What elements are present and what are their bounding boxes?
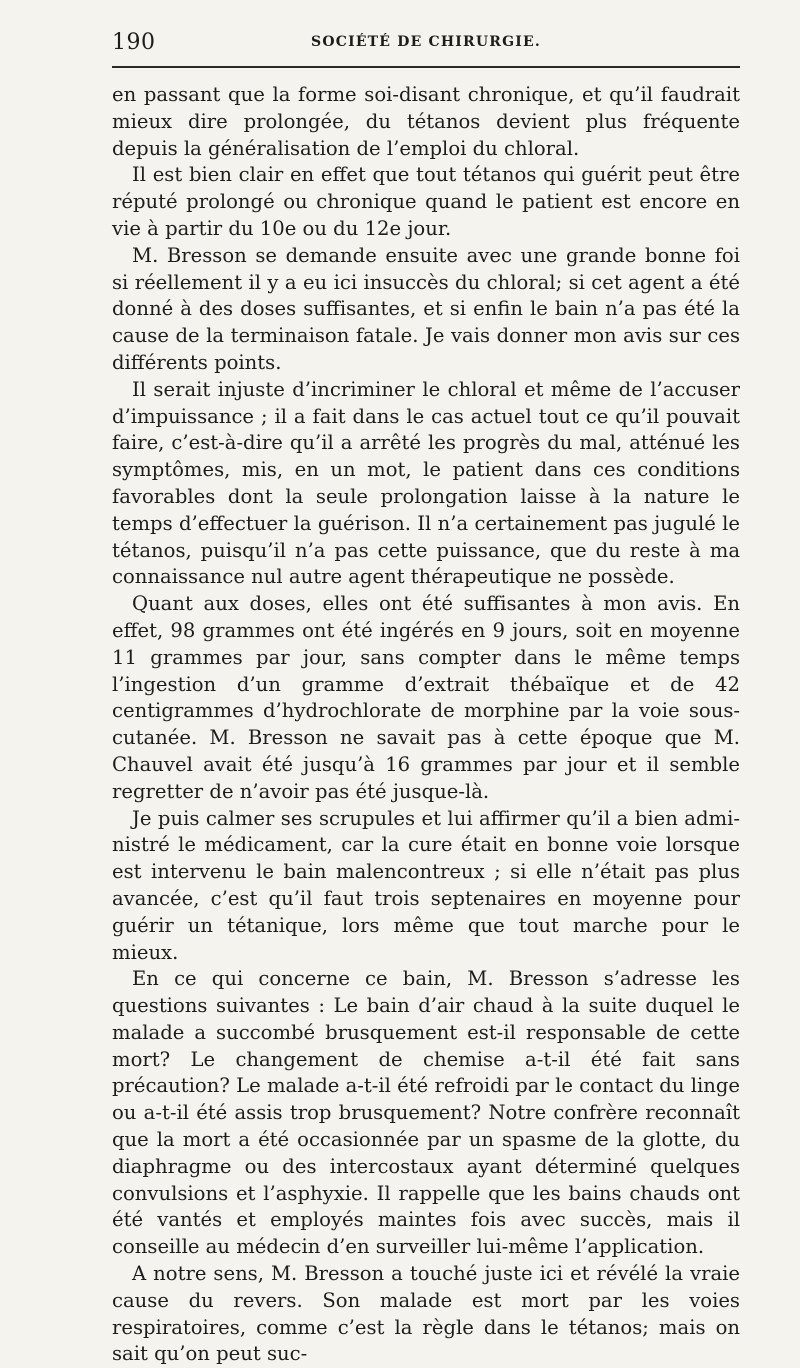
paragraph: M. Bresson se demande ensuite avec une grande bonne foi si réellement il y a eu ici insuccès du chloral; si cet agent a été donné à des doses suffisantes, et si enfin le bain n’a pas été la cause de la terminaison fatale. Je vais donner mon avis sur ces différents points. (112, 243, 740, 374)
body-text (112, 82, 740, 1368)
running-title: SOCIÉTÉ DE CHIRURGIE. (311, 34, 541, 50)
paragraph: Il serait injuste d’incriminer le chloral et même de l’accuser d’impuissance ; il a fait dans le cas actuel tout ce qu’il pouvait faire, c’est-à-dire qu’il a arrêté les progrès du mal, atténué les symptômes, mis, en un mot, le patient dans ces conditions favorables dont la seule prolongation laisse à la nature le temps d’effectuer la guérison. Il n’a certainement pas jugulé le tétanos, puisqu’il n’a pas cette puissance, que du reste à ma connaissance nul autre agent thérapeutique ne possède. (112, 377, 740, 589)
running-head (112, 28, 740, 56)
page-number: 190 (112, 30, 156, 55)
paragraph: Il est bien clair en effet que tout tétanos qui guérit peut être réputé prolongé ou chronique quand le patient est encore en vie à partir du 10e ou du 12e jour. (112, 163, 740, 240)
paragraph: A notre sens, M. Bresson a touché juste ici et révélé la vraie cause du revers. Son malade est mort par les voies respiratoires, comme c’est la règle dans le tétanos; mais on sait qu’on peut suc- (112, 1262, 740, 1366)
header-rule (112, 66, 740, 68)
paragraph: en passant que la forme soi-disant chronique, et qu’il faudrait mieux dire prolongée, du tétanos devient plus fréquente depuis la généralisation de l’emploi du chloral. (112, 83, 740, 160)
paragraph: Quant aux doses, elles ont été suffisantes à mon avis. En effet, 98 grammes ont été ingérés en 9 jours, soit en moyenne 11 grammes par jour, sans compter dans le même temps l’ingestion d’un gramme d’extrait thébaïque et de 42 centigrammes d’hydrochlorate de morphine par la voie sous-cutanée. M. Bresson ne savait pas à cette époque que M. Chauvel avait été jusqu’à 16 grammes par jour et il semble regretter de n’avoir pas été jusque-là. (112, 592, 740, 803)
paragraph: Je puis calmer ses scrupules et lui affirmer qu’il a bien administré le médicament, car la cure était en bonne voie lorsque est intervenu le bain malencontreux ; si elle n’était pas plus avancée, c’est qu’il faut trois septenaires en moyenne pour guérir un tétanique, lors même que tout marche pour le mieux. (112, 806, 740, 964)
paragraph: En ce qui concerne ce bain, M. Bresson s’adresse les questions suivantes : Le bain d’air chaud à la suite duquel le malade a succombé brusquement est-il responsable de cette mort? Le changement de chemise a-t-il été fait sans précaution? Le malade a-t-il été refroidi par le contact du linge ou a-t-il été assis trop brusquement? Notre confrère reconnaît que la mort a été occasionnée par un spasme de la glotte, du diaphragme ou des intercostaux ayant déterminé quelques convulsions et l’asphyxie. Il rappelle que les bains chauds ont été vantés et employés maintes fois avec succès, mais il conseille au médecin d’en surveiller lui-même l’application. (112, 967, 740, 1259)
